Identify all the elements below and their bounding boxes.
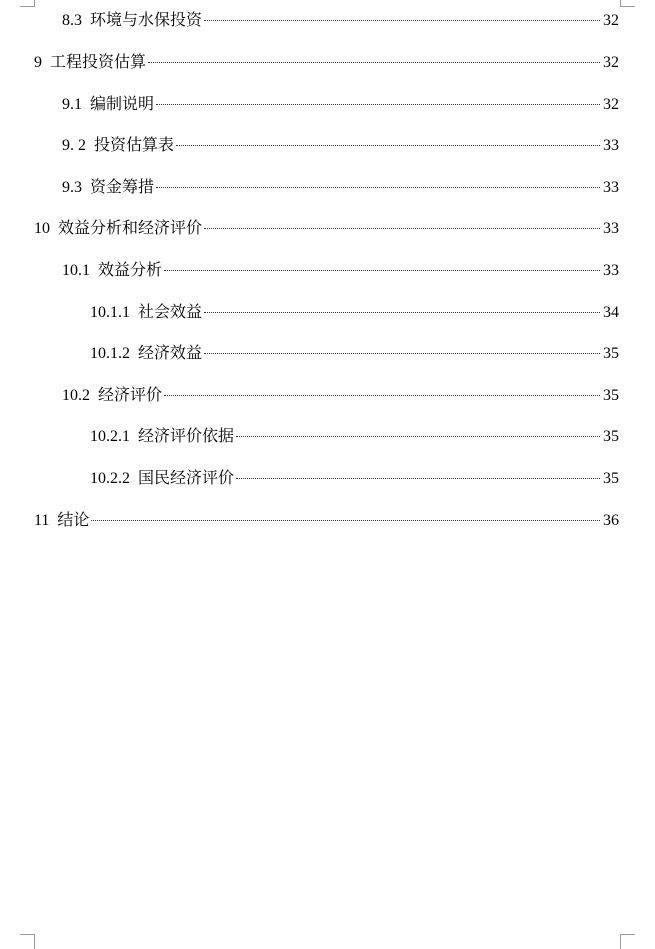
toc-entry-9[interactable] [34, 50, 619, 74]
toc-number: 11 [34, 512, 50, 529]
toc-page-number: 35 [603, 428, 619, 445]
toc-leader-dots [204, 312, 600, 313]
toc-number: 10.2 [62, 387, 90, 404]
toc-title: 工程投资估算 [50, 52, 147, 71]
toc-leader-dots [236, 436, 600, 437]
toc-title: 资金筹措 [90, 177, 155, 196]
toc-entry-8-3[interactable] [62, 8, 619, 32]
toc-page-number: 36 [603, 512, 619, 529]
toc-leader-dots [204, 353, 600, 354]
toc-number: 9. 2 [62, 137, 86, 154]
toc-entry-11[interactable] [34, 508, 619, 532]
toc-entry-10-1-2[interactable] [90, 341, 619, 365]
toc-title: 经济效益 [138, 343, 203, 362]
toc-number: 9.1 [62, 96, 82, 113]
toc-leader-dots [164, 395, 600, 396]
toc-entry-10-2-2[interactable] [90, 466, 619, 490]
toc-leader-dots [164, 270, 600, 271]
toc-title: 经济评价依据 [138, 426, 235, 445]
toc-entry-9-3[interactable] [62, 175, 619, 199]
toc-leader-dots [204, 228, 600, 229]
toc-title: 结论 [57, 510, 90, 529]
toc-number: 10.2.1 [90, 428, 130, 445]
toc-page-number: 32 [603, 96, 619, 113]
toc-title: 编制说明 [90, 94, 155, 113]
toc-page-number: 35 [603, 387, 619, 404]
toc-leader-dots [236, 478, 600, 479]
toc-entry-9-2[interactable] [62, 133, 619, 157]
toc-title: 环境与水保投资 [90, 10, 203, 29]
toc-entry-10-1-1[interactable] [90, 300, 619, 324]
toc-entry-10-2[interactable] [62, 383, 619, 407]
toc-title: 效益分析 [98, 260, 163, 279]
toc-page-number: 34 [603, 304, 619, 321]
toc-page-number: 33 [603, 220, 619, 237]
toc-title: 社会效益 [138, 302, 203, 321]
toc-page-number: 35 [603, 470, 619, 487]
toc-leader-dots [156, 187, 600, 188]
toc-number: 10.1.1 [90, 304, 130, 321]
toc-leader-dots [148, 62, 600, 63]
crop-mark-top-right [620, 0, 635, 7]
toc-number: 9 [34, 54, 42, 71]
toc-page-number: 33 [603, 262, 619, 279]
toc-page-number: 33 [603, 137, 619, 154]
crop-mark-top-left [20, 0, 35, 7]
toc-entry-9-1[interactable] [62, 92, 619, 116]
toc-title: 效益分析和经济评价 [58, 218, 203, 237]
toc-title: 经济评价 [98, 385, 163, 404]
toc-number: 10.1.2 [90, 345, 130, 362]
toc-page-number: 33 [603, 179, 619, 196]
toc-leader-dots [91, 520, 600, 521]
crop-mark-bottom-right [620, 934, 635, 949]
toc-entry-10-2-1[interactable] [90, 424, 619, 448]
toc-leader-dots [204, 20, 600, 21]
toc-entry-10[interactable] [34, 216, 619, 240]
toc-number: 10 [34, 220, 50, 237]
toc-title: 国民经济评价 [138, 468, 235, 487]
toc-entry-10-1[interactable] [62, 258, 619, 282]
crop-mark-bottom-left [20, 934, 35, 949]
toc-page-number: 32 [603, 54, 619, 71]
toc-title: 投资估算表 [94, 135, 175, 154]
toc-leader-dots [176, 145, 600, 146]
toc-number: 10.2.2 [90, 470, 130, 487]
toc-page-number: 32 [603, 12, 619, 29]
toc-number: 9.3 [62, 179, 82, 196]
toc-page-number: 35 [603, 345, 619, 362]
toc-number: 10.1 [62, 262, 90, 279]
toc-leader-dots [156, 104, 600, 105]
toc-number: 8.3 [62, 12, 82, 29]
